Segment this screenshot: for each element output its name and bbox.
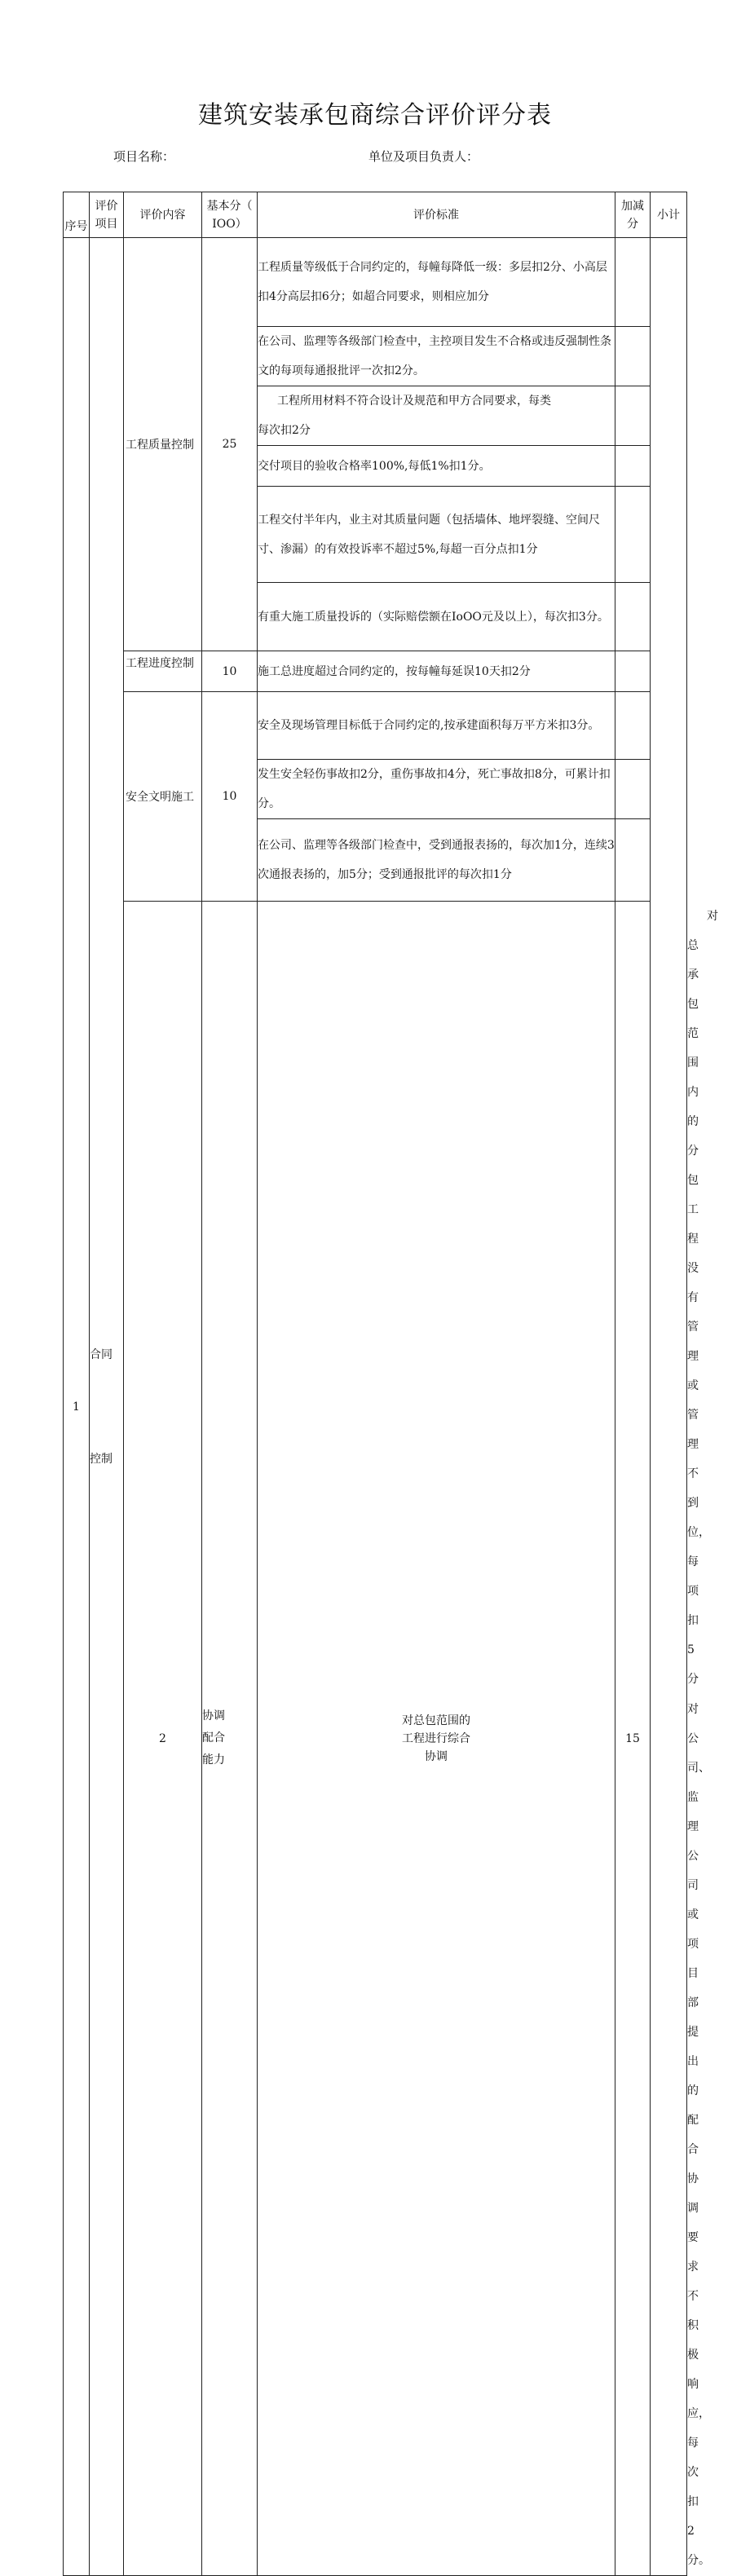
section2-content-line2: 工程进行综合 bbox=[402, 1731, 470, 1745]
section1-item-top: 合同 bbox=[90, 1348, 112, 1361]
section2-content bbox=[258, 902, 615, 2576]
safety-content: 安全文明施工 bbox=[124, 692, 202, 902]
adjust-cell[interactable] bbox=[615, 583, 651, 651]
section1-item bbox=[90, 238, 124, 2576]
page-title: 建筑安装承包商综合评价评分表 bbox=[198, 101, 552, 130]
quality-score: 25 bbox=[202, 238, 258, 651]
quality-criterion-6: 有重大施工质量投诉的（实际赔偿额在IoOO元及以上），每次扣3分。 bbox=[258, 583, 615, 651]
adjust-cell[interactable] bbox=[615, 487, 651, 583]
table-row bbox=[64, 692, 687, 760]
header-standard: 评价标准 bbox=[258, 192, 615, 238]
adjust-cell[interactable] bbox=[615, 760, 651, 819]
header-adjust-top: 加减 bbox=[621, 199, 644, 213]
evaluation-table bbox=[63, 192, 718, 2576]
header-item bbox=[90, 192, 124, 238]
quality-criterion-4: 交付项目的验收合格率100%,每低1%扣1分。 bbox=[258, 446, 615, 487]
adjust-cell[interactable] bbox=[615, 386, 651, 446]
section2-score: 15 bbox=[615, 902, 651, 2576]
quality-criterion-2: 在公司、监理等各级部门检查中，主控项目发生不合格或违反强制性条文的每项每通报批评一次扣2分。 bbox=[258, 327, 615, 386]
section1-item-bottom: 控制 bbox=[90, 1452, 112, 1466]
adjust-cell[interactable] bbox=[615, 819, 651, 902]
section2-item bbox=[202, 902, 258, 2576]
adjust-cell[interactable] bbox=[615, 238, 651, 327]
adjust-cell[interactable] bbox=[615, 446, 651, 487]
section2-item-line3: 能力 bbox=[202, 1753, 225, 1767]
section2-content-line1: 对总包范围的 bbox=[402, 1714, 470, 1727]
safety-score: 10 bbox=[202, 692, 258, 902]
progress-score: 10 bbox=[202, 651, 258, 692]
safety-criterion-2: 发生安全轻伤事故扣2分，重伤事故扣4分，死亡事故扣8分，可累计扣分。 bbox=[258, 760, 615, 819]
section2-item-line2: 配合 bbox=[202, 1731, 225, 1745]
progress-content: 工程进度控制 bbox=[124, 651, 202, 692]
table-row bbox=[64, 651, 687, 692]
header-score-top: 基本分（ bbox=[206, 199, 253, 213]
quality-criterion-1: 工程质量等级低于合同约定的，每幢每降低一级：多层扣2分、小高层扣4分高层扣6分；如超合同要求，则相应加分 bbox=[258, 238, 615, 327]
project-name-label: 项目名称： bbox=[113, 149, 175, 164]
header-content: 评价内容 bbox=[124, 192, 202, 238]
section2-item-line1: 协调 bbox=[202, 1709, 225, 1722]
section2-seq: 2 bbox=[124, 902, 202, 2576]
quality-criterion-3-line2: 每次扣2分 bbox=[258, 424, 311, 437]
header-score bbox=[202, 192, 258, 238]
safety-criterion-3: 在公司、监理等各级部门检查中，受到通报表扬的，每次加1分，连续3次通报表扬的，加5分；受到通报批评的每次扣1分 bbox=[258, 819, 615, 902]
header-adjust-bottom: 分 bbox=[627, 217, 638, 231]
safety-criterion-1: 安全及现场管理目标低于合同约定的,按承建面积每万平方米扣3分。 bbox=[258, 692, 615, 760]
quality-criterion-3 bbox=[258, 386, 615, 446]
header-subtotal: 小计 bbox=[651, 192, 687, 238]
adjust-cell[interactable] bbox=[615, 692, 651, 760]
table-row: 2 协调 配合 能力 对总包范围的 工程进行综合 协调 15 对总承包范围内的分包工程没有管理或管理不到位，每 项扣5分 bbox=[64, 902, 687, 1695]
quality-criterion-3-line1: 工程所用材料不符合设计及规范和甲方合同要求，每类 bbox=[277, 395, 551, 408]
header-seq: 序号 bbox=[64, 192, 90, 238]
progress-criterion-1: 施工总进度超过合同约定的，按每幢每延误10天扣2分 bbox=[258, 651, 615, 692]
header-item-bottom: 项目 bbox=[95, 217, 118, 231]
quality-content: 工程质量控制 bbox=[124, 238, 202, 651]
header-item-top: 评价 bbox=[95, 199, 118, 213]
unit-responsible-label: 单位及项目负责人： bbox=[368, 149, 479, 164]
section2-content-line3: 协调 bbox=[425, 1749, 448, 1763]
adjust-cell[interactable] bbox=[615, 651, 651, 692]
section1-seq: 1 bbox=[64, 238, 90, 2576]
adjust-cell[interactable] bbox=[615, 327, 651, 386]
header-adjust bbox=[615, 192, 651, 238]
header-score-bottom: IOO） bbox=[212, 217, 247, 231]
section1-subtotal-cell[interactable] bbox=[651, 238, 687, 2576]
header-row bbox=[64, 192, 687, 238]
table-row bbox=[64, 238, 687, 327]
table-row: 对公司、监理公司或项目部提出的配合协调要求不积极响应，每次扣2分。 bbox=[687, 1703, 710, 2567]
quality-criterion-5: 工程交付半年内，业主对其质量问题（包括墙体、地坪裂缝、空间尺寸、渗漏）的有效投诉率不超过5%,每超一百分点扣1分 bbox=[258, 487, 615, 583]
